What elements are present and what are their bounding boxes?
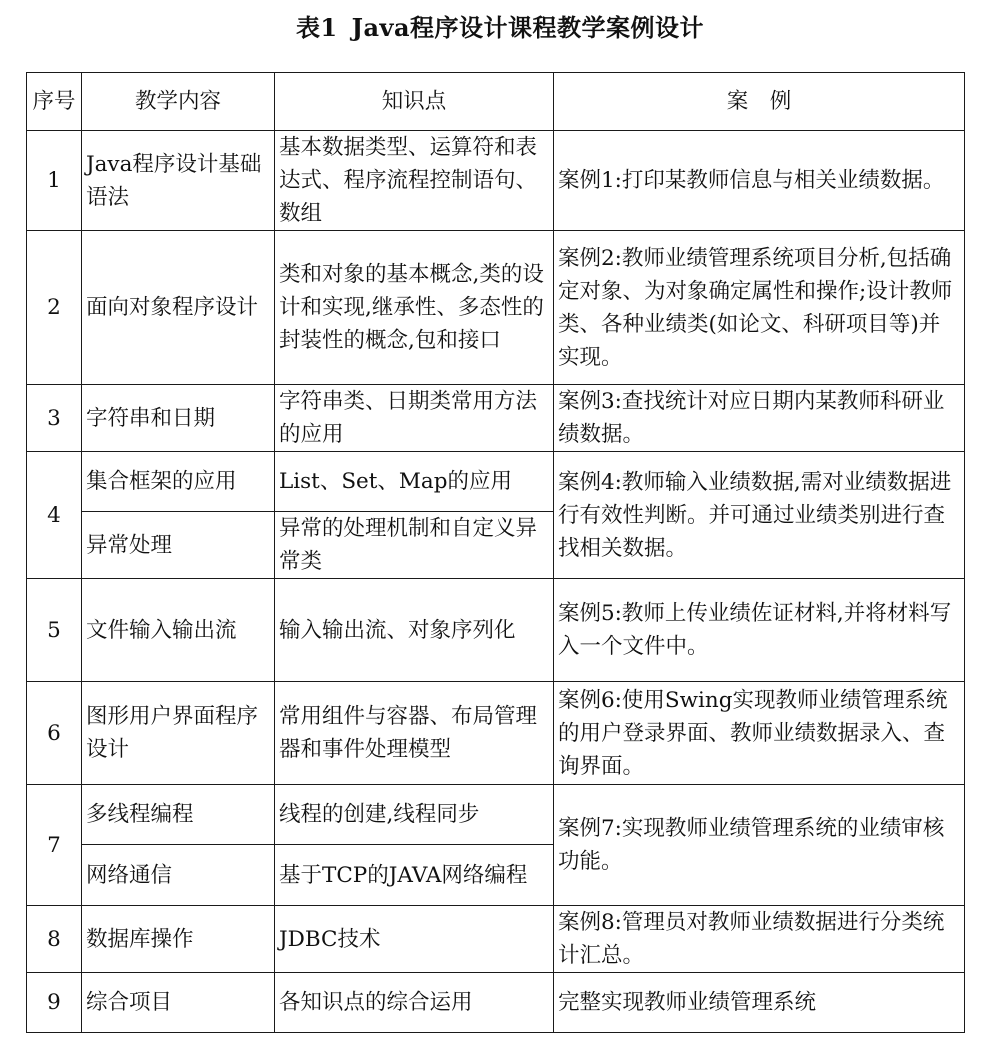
teaching-content: 集合框架的应用 xyxy=(82,452,275,512)
row-number: 6 xyxy=(27,682,82,785)
case-description: 完整实现教师业绩管理系统 xyxy=(554,973,965,1033)
table-number: 表1 xyxy=(295,13,338,42)
table-row xyxy=(27,452,965,512)
table-row xyxy=(27,579,965,682)
row-number: 7 xyxy=(27,785,82,906)
row-number: 8 xyxy=(27,906,82,973)
case-description: 案例2:教师业绩管理系统项目分析,包括确定对象、为对象确定属性和操作;设计教师类、各种业绩类(如论文、科研项目等)并实现。 xyxy=(554,231,965,385)
knowledge-point: 字符串类、日期类常用方法的应用 xyxy=(275,385,554,452)
knowledge-point: 输入输出流、对象序列化 xyxy=(275,579,554,682)
case-description: 案例3:查找统计对应日期内某教师科研业绩数据。 xyxy=(554,385,965,452)
case-description: 案例1:打印某教师信息与相关业绩数据。 xyxy=(554,131,965,231)
table-title: Java程序设计课程教学案例设计 xyxy=(351,13,705,42)
case-description: 案例6:使用Swing实现教师业绩管理系统的用户登录界面、教师业绩数据录入、查询界面。 xyxy=(554,682,965,785)
course-case-table xyxy=(26,72,965,1033)
row-number: 4 xyxy=(27,452,82,579)
table-row xyxy=(27,906,965,973)
row-number: 9 xyxy=(27,973,82,1033)
knowledge-point: 常用组件与容器、布局管理器和事件处理模型 xyxy=(275,682,554,785)
header-no: 序号 xyxy=(27,73,82,131)
header-content: 教学内容 xyxy=(82,73,275,131)
header-knowledge: 知识点 xyxy=(275,73,554,131)
table-row xyxy=(27,785,965,845)
case-description: 案例8:管理员对教师业绩数据进行分类统计汇总。 xyxy=(554,906,965,973)
header-case: 案 例 xyxy=(554,73,965,131)
knowledge-point: JDBC技术 xyxy=(275,906,554,973)
case-description: 案例4:教师输入业绩数据,需对业绩数据进行有效性判断。并可通过业绩类别进行查找相关数据。 xyxy=(554,452,965,579)
case-description: 案例7:实现教师业绩管理系统的业绩审核功能。 xyxy=(554,785,965,906)
teaching-content: 多线程编程 xyxy=(82,785,275,845)
row-number: 3 xyxy=(27,385,82,452)
knowledge-point: 各知识点的综合运用 xyxy=(275,973,554,1033)
row-number: 1 xyxy=(27,131,82,231)
knowledge-point: List、Set、Map的应用 xyxy=(275,452,554,512)
table-row xyxy=(27,231,965,385)
teaching-content: 文件输入输出流 xyxy=(82,579,275,682)
knowledge-point: 线程的创建,线程同步 xyxy=(275,785,554,845)
teaching-content: 综合项目 xyxy=(82,973,275,1033)
teaching-content: 面向对象程序设计 xyxy=(82,231,275,385)
table-row xyxy=(27,682,965,785)
teaching-content: Java程序设计基础语法 xyxy=(82,131,275,231)
row-number: 5 xyxy=(27,579,82,682)
row-number: 2 xyxy=(27,231,82,385)
teaching-content: 数据库操作 xyxy=(82,906,275,973)
teaching-content: 网络通信 xyxy=(82,845,275,906)
table-row xyxy=(27,973,965,1033)
knowledge-point: 异常的处理机制和自定义异常类 xyxy=(275,512,554,579)
table-row xyxy=(27,131,965,231)
teaching-content: 字符串和日期 xyxy=(82,385,275,452)
knowledge-point: 基于TCP的JAVA网络编程 xyxy=(275,845,554,906)
teaching-content: 异常处理 xyxy=(82,512,275,579)
table-row xyxy=(27,385,965,452)
case-description: 案例5:教师上传业绩佐证材料,并将材料写入一个文件中。 xyxy=(554,579,965,682)
teaching-content: 图形用户界面程序设计 xyxy=(82,682,275,785)
table-caption xyxy=(0,8,1000,48)
header-row xyxy=(27,73,965,131)
knowledge-point: 基本数据类型、运算符和表达式、程序流程控制语句、数组 xyxy=(275,131,554,231)
knowledge-point: 类和对象的基本概念,类的设计和实现,继承性、多态性的封装性的概念,包和接口 xyxy=(275,231,554,385)
